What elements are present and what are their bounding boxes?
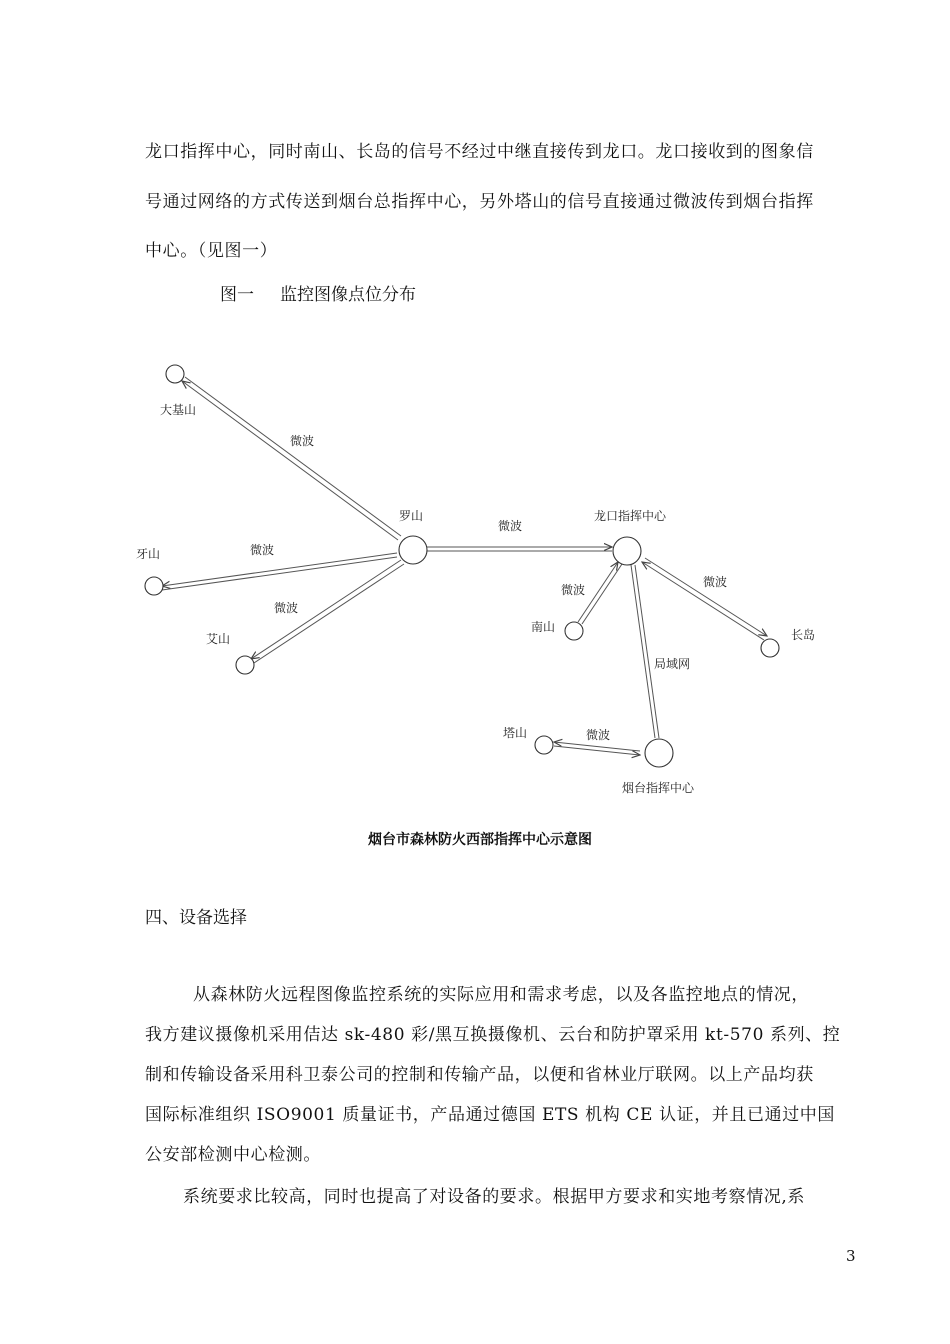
intro-line-1: 龙口指挥中心，同时南山、长岛的信号不经过中继直接传到龙口。龙口接收到的图象信 [145,142,814,162]
label-tashan: 塔山 [503,726,528,740]
link-aishan-luoshan [251,560,404,663]
body-p1-line-2: 我方建议摄像机采用佶达 sk-480 彩/黑互换摄像机、云台和防护罩采用 kt-570 系列、控 [145,1025,841,1045]
link-yashan-luoshan [162,553,397,590]
intro-line-2: 号通过网络的方式传送到烟台总指挥中心，另外塔山的信号直接通过微波传到烟台指挥 [145,192,814,212]
link-longkou-changdao [642,558,767,640]
link-dajishan-luoshan [182,377,401,540]
link-nanshan-longkou [578,562,622,624]
node-nanshan [565,622,583,640]
node-luoshan [399,536,427,564]
node-yashan [145,577,163,595]
body-p1-line-1: 从森林防火远程图像监控系统的实际应用和需求考虑，以及各监控地点的情况， [193,985,809,1005]
node-dajishan [166,365,184,383]
node-yantai [645,739,673,767]
body-p1-line-5: 公安部检测中心检测。 [145,1145,321,1165]
page-number: 3 [846,1247,856,1265]
label-luoshan: 罗山 [399,509,424,523]
link-longkou-yantai [631,565,659,738]
label-yantai: 烟台指挥中心 [622,781,695,795]
intro-line-3: 中心。（见图一） [145,241,278,261]
figure-title-text: 监控图像点位分布 [280,285,416,305]
link-label-lan: 局域网 [654,657,691,671]
node-aishan [236,656,254,674]
link-label-changdao: 微波 [703,575,728,589]
link-label-nanshan: 微波 [561,583,586,597]
label-dajishan: 大基山 [160,403,197,417]
link-label-aishan: 微波 [274,601,299,615]
label-nanshan: 南山 [531,620,556,634]
link-luoshan-longkou [427,547,612,551]
link-label-tashan: 微波 [586,728,611,742]
link-label-luoshan-longkou: 微波 [498,519,523,533]
node-longkou [613,537,641,565]
figure-label: 图一 [220,285,254,305]
label-changdao: 长岛 [791,628,816,642]
link-label-dajishan: 微波 [290,434,315,448]
node-changdao [761,639,779,657]
link-tashan-yantai [554,742,640,755]
figure-caption: 烟台市森林防火西部指挥中心示意图 [368,832,592,848]
body-p1-line-4: 国际标准组织 ISO9001 质量证书，产品通过德国 ETS 机构 CE 认证，并且已通过中国 [145,1105,835,1125]
body-p1-line-3: 制和传输设备采用科卫泰公司的控制和传输产品，以便和省林业厅联网。以上产品均获 [145,1065,814,1085]
figure-title [220,280,416,305]
node-tashan [535,736,553,754]
label-longkou: 龙口指挥中心 [594,509,667,523]
label-yashan: 牙山 [136,547,161,561]
section-heading: 四、设备选择 [145,908,247,928]
body-p2-line-1: 系统要求比较高，同时也提高了对设备的要求。根据甲方要求和实地考察情况,系 [183,1187,806,1207]
label-aishan: 艾山 [206,632,231,646]
link-label-yashan: 微波 [250,543,275,557]
